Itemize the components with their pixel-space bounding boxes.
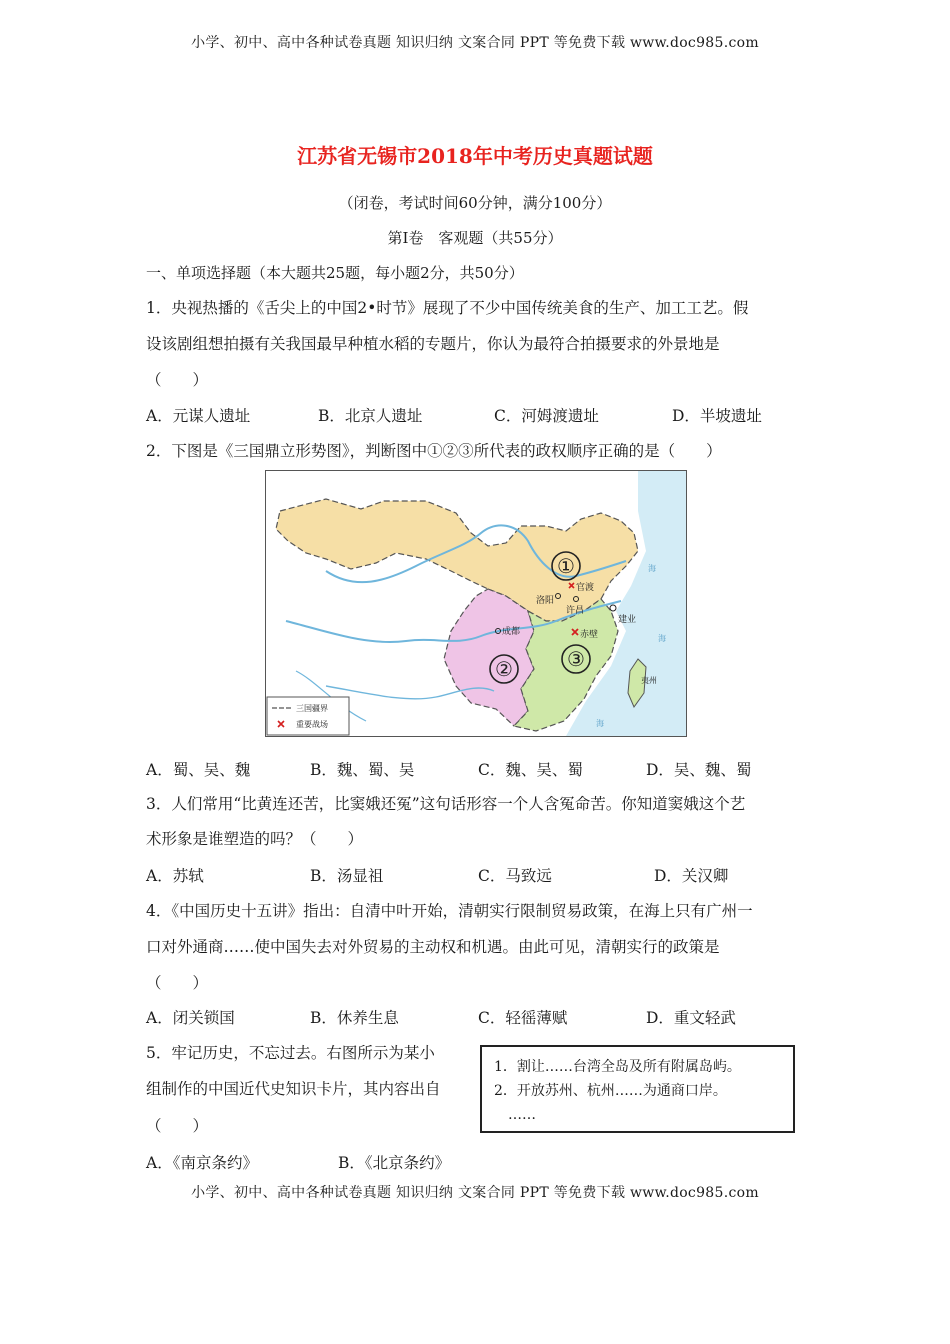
marker-3-label: ③ [567,647,585,671]
q1-option-c[interactable]: C．河姆渡遗址 [494,407,599,425]
marker-2-label: ② [495,657,513,681]
island-label: 夷州 [641,676,657,685]
marker-1-label: ① [557,554,575,578]
q4-option-b[interactable]: B．休养生息 [310,1009,399,1027]
q2-option-c[interactable]: C．魏、吴、蜀 [478,761,583,779]
city-luoyang: 洛阳 [536,596,555,606]
city-guandu: 官渡 [576,583,595,593]
map-legend [267,697,349,735]
sea-label-3: 海 [596,719,604,728]
q4-line-1: 4．《中国历史十五讲》指出：自清中叶开始，清朝实行限制贸易政策，在海上只有广州一 [146,902,753,920]
city-chibi: 赤壁 [580,630,599,640]
q1-option-a[interactable]: A．元谋人遗址 [146,407,251,425]
q2-option-a[interactable]: A．蜀、吴、魏 [146,761,251,779]
q1-line-2: 设该剧组想拍摄有关我国最早种植水稻的专题片，你认为最符合拍摄要求的外景地是 [146,335,720,353]
shu-region [444,589,534,726]
city-jianye: 建业 [618,615,637,625]
legend-border: 三国疆界 [296,704,328,713]
q3-line-2: 术形象是谁塑造的吗？（ ） [146,830,364,848]
q1-option-b[interactable]: B．北京人遗址 [318,407,423,425]
q3-option-a[interactable]: A．苏轼 [146,867,204,885]
exam-subtitle: （闭卷，考试时间60分钟，满分100分） [338,194,612,212]
q4-option-c[interactable]: C．轻徭薄赋 [478,1009,568,1027]
q5-line-1: 5．牢记历史，不忘过去。右图所示为某小 [146,1044,435,1062]
q5-line-3: （ ） [146,1117,209,1135]
knowledge-card [480,1045,795,1133]
page-title: 江苏省无锡市2018年中考历史真题试题 [297,144,653,168]
volume-heading: 第Ⅰ卷 客观题（共55分） [387,229,563,247]
card-line-1: 1．割让……台湾全岛及所有附属岛屿。 [494,1059,741,1075]
card-line-2: 2．开放苏州、杭州……为通商口岸。 [494,1083,727,1099]
q2-option-b[interactable]: B．魏、蜀、吴 [310,761,415,779]
q4-line-2: 口对外通商……使中国失去对外贸易的主动权和机遇。由此可见，清朝实行的政策是 [146,938,720,956]
q2-line-1: 2．下图是《三国鼎立形势图》，判断图中①②③所代表的政权顺序正确的是（ ） [146,442,722,460]
q3-option-b[interactable]: B．汤显祖 [310,867,384,885]
card-line-3: …… [508,1107,536,1123]
city-xuchang: 许昌 [566,606,585,616]
q1-line-3: （ ） [146,371,209,389]
sea-label-1: 海 [648,564,656,573]
wei-region [276,499,638,621]
sea-label-2: 海 [658,634,666,643]
q5-option-a[interactable]: A．《南京条约》 [146,1154,258,1172]
city-chengdu: 成都 [502,627,521,637]
q5-line-2: 组制作的中国近代史知识卡片，其内容出自 [146,1080,441,1098]
q5-option-b[interactable]: B．《北京条约》 [338,1154,451,1172]
q1-option-d[interactable]: D．半坡遗址 [672,407,762,425]
three-kingdoms-map [265,470,687,737]
q4-option-a[interactable]: A．闭关锁国 [146,1009,235,1027]
q3-line-1: 3．人们常用“比黄连还苦，比窦娥还冤”这句话形容一个人含冤命苦。你知道窦娥这个艺 [146,795,746,813]
page-footer: 小学、初中、高中各种试卷真题 知识归纳 文案合同 PPT 等免费下载 www.doc985.com [191,1185,759,1201]
q3-option-c[interactable]: C．马致远 [478,867,552,885]
section-heading: 一、单项选择题（本大题共25题，每小题2分，共50分） [146,264,524,282]
q3-option-d[interactable]: D．关汉卿 [654,867,729,885]
legend-battle: 重要战场 [296,720,328,729]
q1-line-1: 1．央视热播的《舌尖上的中国2•时节》展现了不少中国传统美食的生产、加工工艺。假 [146,299,749,317]
page-header: 小学、初中、高中各种试卷真题 知识归纳 文案合同 PPT 等免费下载 www.doc985.com [191,35,759,51]
q4-option-d[interactable]: D．重文轻武 [646,1009,736,1027]
q4-line-3: （ ） [146,974,209,992]
q2-option-d[interactable]: D．吴、魏、蜀 [646,761,752,779]
